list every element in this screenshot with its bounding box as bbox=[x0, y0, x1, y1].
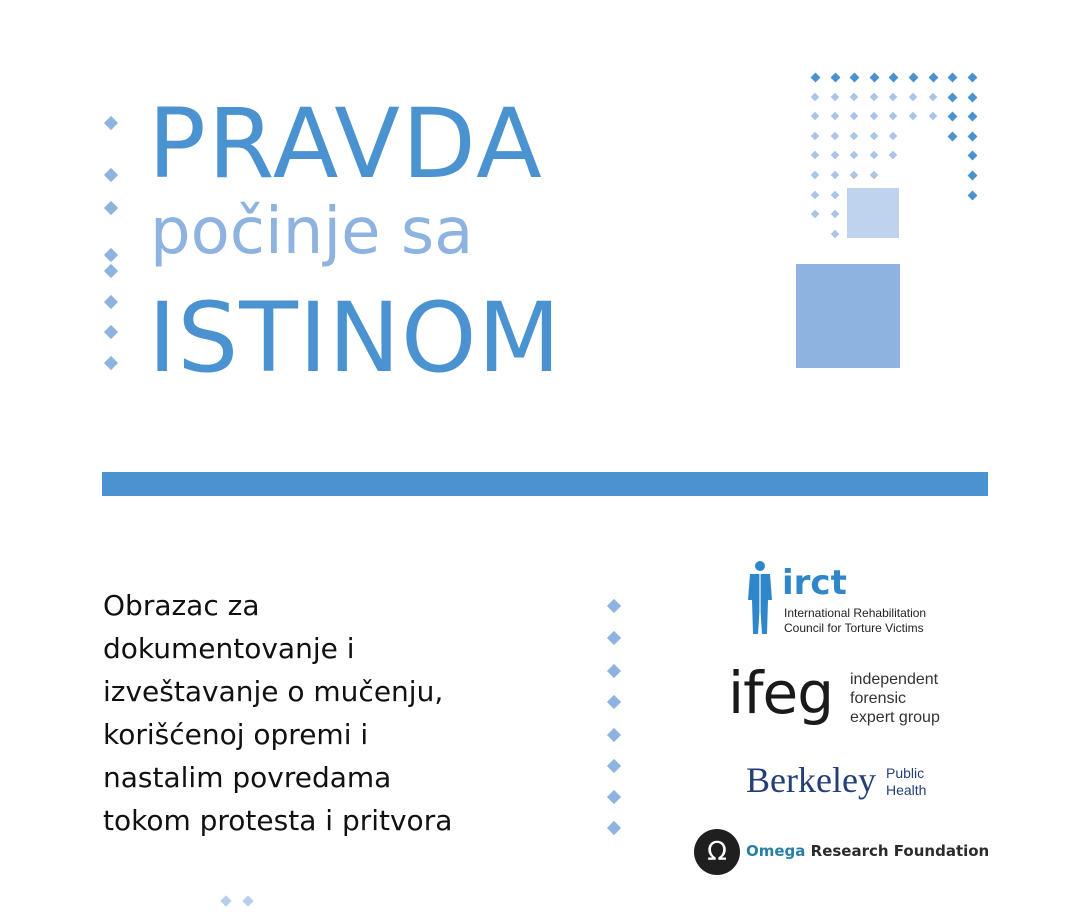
grid-dot-decoration bbox=[811, 93, 819, 101]
grid-dot-decoration bbox=[968, 93, 978, 103]
grid-dot-decoration bbox=[909, 73, 919, 83]
omega-wordmark-accent: Omega bbox=[746, 842, 806, 860]
grid-dot-decoration bbox=[811, 210, 819, 218]
grid-dot-decoration bbox=[929, 93, 937, 101]
grid-dot-decoration bbox=[968, 132, 978, 142]
irct-subtitle-line: Council for Torture Victims bbox=[784, 621, 924, 635]
grid-dot-decoration bbox=[948, 112, 958, 122]
irct-figure-icon bbox=[744, 560, 776, 636]
diamond-decoration bbox=[607, 599, 621, 613]
ifeg-subtitle-line: expert group bbox=[850, 709, 940, 726]
diamond-decoration bbox=[607, 695, 621, 709]
grid-dot-decoration bbox=[948, 73, 958, 83]
blue-square-decoration bbox=[796, 264, 900, 368]
diamond-decoration bbox=[104, 325, 118, 339]
description-line: nastalim povredama bbox=[103, 761, 392, 794]
berkeley-wordmark: Berkeley bbox=[746, 760, 876, 800]
grid-dot-decoration bbox=[948, 93, 958, 103]
diamond-decoration bbox=[607, 759, 621, 773]
grid-dot-decoration bbox=[968, 112, 978, 122]
grid-dot-decoration bbox=[889, 112, 897, 120]
light-square-decoration bbox=[847, 188, 899, 238]
diamond-decoration bbox=[104, 264, 118, 278]
ifeg-subtitle-line: forensic bbox=[850, 690, 907, 707]
grid-dot-decoration bbox=[811, 112, 819, 120]
grid-dot-decoration bbox=[870, 132, 878, 140]
blue-divider-bar bbox=[102, 472, 988, 496]
ifeg-subtitle bbox=[850, 670, 940, 727]
diamond-decoration bbox=[104, 168, 118, 182]
grid-dot-decoration bbox=[889, 73, 899, 83]
grid-dot-decoration bbox=[831, 132, 839, 140]
grid-dot-decoration bbox=[968, 191, 978, 201]
description-line: korišćenoj opremi i bbox=[103, 718, 369, 751]
grid-dot-decoration bbox=[850, 151, 858, 159]
grid-dot-decoration bbox=[811, 191, 819, 199]
grid-dot-decoration bbox=[929, 73, 939, 83]
grid-dot-decoration bbox=[909, 112, 917, 120]
description-line: tokom protesta i pritvora bbox=[103, 804, 453, 837]
grid-dot-decoration bbox=[831, 112, 839, 120]
description-line: dokumentovanje i bbox=[103, 632, 355, 665]
ifeg-subtitle-line: independent bbox=[850, 671, 939, 688]
grid-dot-decoration bbox=[948, 132, 958, 142]
grid-dot-decoration bbox=[811, 132, 819, 140]
grid-dot-decoration bbox=[870, 151, 878, 159]
grid-dot-decoration bbox=[870, 93, 878, 101]
grid-dot-decoration bbox=[909, 93, 917, 101]
omega-wordmark-rest: Research Foundation bbox=[805, 842, 990, 860]
grid-dot-decoration bbox=[870, 73, 880, 83]
diamond-decoration bbox=[104, 295, 118, 309]
diamond-decoration bbox=[104, 201, 118, 215]
diamond-decoration bbox=[607, 728, 621, 742]
grid-dot-decoration bbox=[831, 73, 841, 83]
grid-dot-decoration bbox=[850, 112, 858, 120]
form-description bbox=[103, 584, 543, 842]
grid-dot-decoration bbox=[968, 73, 978, 83]
grid-dot-decoration bbox=[870, 171, 878, 179]
omega-icon: Ω bbox=[694, 829, 740, 875]
grid-dot-decoration bbox=[831, 210, 839, 218]
diamond-decoration bbox=[607, 790, 621, 804]
diamond-decoration bbox=[104, 248, 118, 262]
diamond-decoration bbox=[220, 895, 231, 906]
grid-dot-decoration bbox=[968, 171, 978, 181]
grid-dot-decoration bbox=[811, 73, 821, 83]
grid-dot-decoration bbox=[870, 112, 878, 120]
title-istinom: ISTINOM bbox=[148, 282, 562, 394]
grid-dot-decoration bbox=[831, 191, 839, 199]
description-line: Obrazac za bbox=[103, 589, 260, 622]
grid-dot-decoration bbox=[850, 93, 858, 101]
description-line: izveštavanje o mučenju, bbox=[103, 675, 444, 708]
grid-dot-decoration bbox=[889, 93, 897, 101]
grid-dot-decoration bbox=[850, 171, 858, 179]
grid-dot-decoration bbox=[968, 151, 978, 161]
title-pocinje-sa: počinje sa bbox=[150, 195, 474, 269]
grid-dot-decoration bbox=[929, 112, 937, 120]
berkeley-subtitle-line: Public bbox=[886, 765, 925, 781]
irct-subtitle bbox=[784, 606, 926, 636]
omega-wordmark bbox=[746, 842, 989, 860]
ifeg-wordmark: ifeg bbox=[728, 659, 834, 727]
grid-dot-decoration bbox=[811, 151, 819, 159]
grid-dot-decoration bbox=[811, 171, 819, 179]
diamond-decoration bbox=[607, 664, 621, 678]
diamond-decoration bbox=[104, 116, 118, 130]
berkeley-subtitle-line: Health bbox=[886, 782, 927, 798]
irct-wordmark: irct bbox=[782, 563, 847, 603]
grid-dot-decoration bbox=[831, 171, 839, 179]
title-pravda: PRAVDA bbox=[148, 88, 544, 200]
grid-dot-decoration bbox=[831, 151, 839, 159]
grid-dot-decoration bbox=[889, 132, 897, 140]
grid-dot-decoration bbox=[831, 93, 839, 101]
berkeley-subtitle bbox=[886, 765, 926, 799]
irct-subtitle-line: International Rehabilitation bbox=[784, 606, 927, 620]
diamond-decoration bbox=[242, 895, 253, 906]
grid-dot-decoration bbox=[831, 230, 839, 238]
grid-dot-decoration bbox=[850, 132, 858, 140]
diamond-decoration bbox=[607, 631, 621, 645]
grid-dot-decoration bbox=[889, 151, 897, 159]
diamond-decoration bbox=[104, 356, 118, 370]
diamond-decoration bbox=[607, 821, 621, 835]
grid-dot-decoration bbox=[850, 73, 860, 83]
